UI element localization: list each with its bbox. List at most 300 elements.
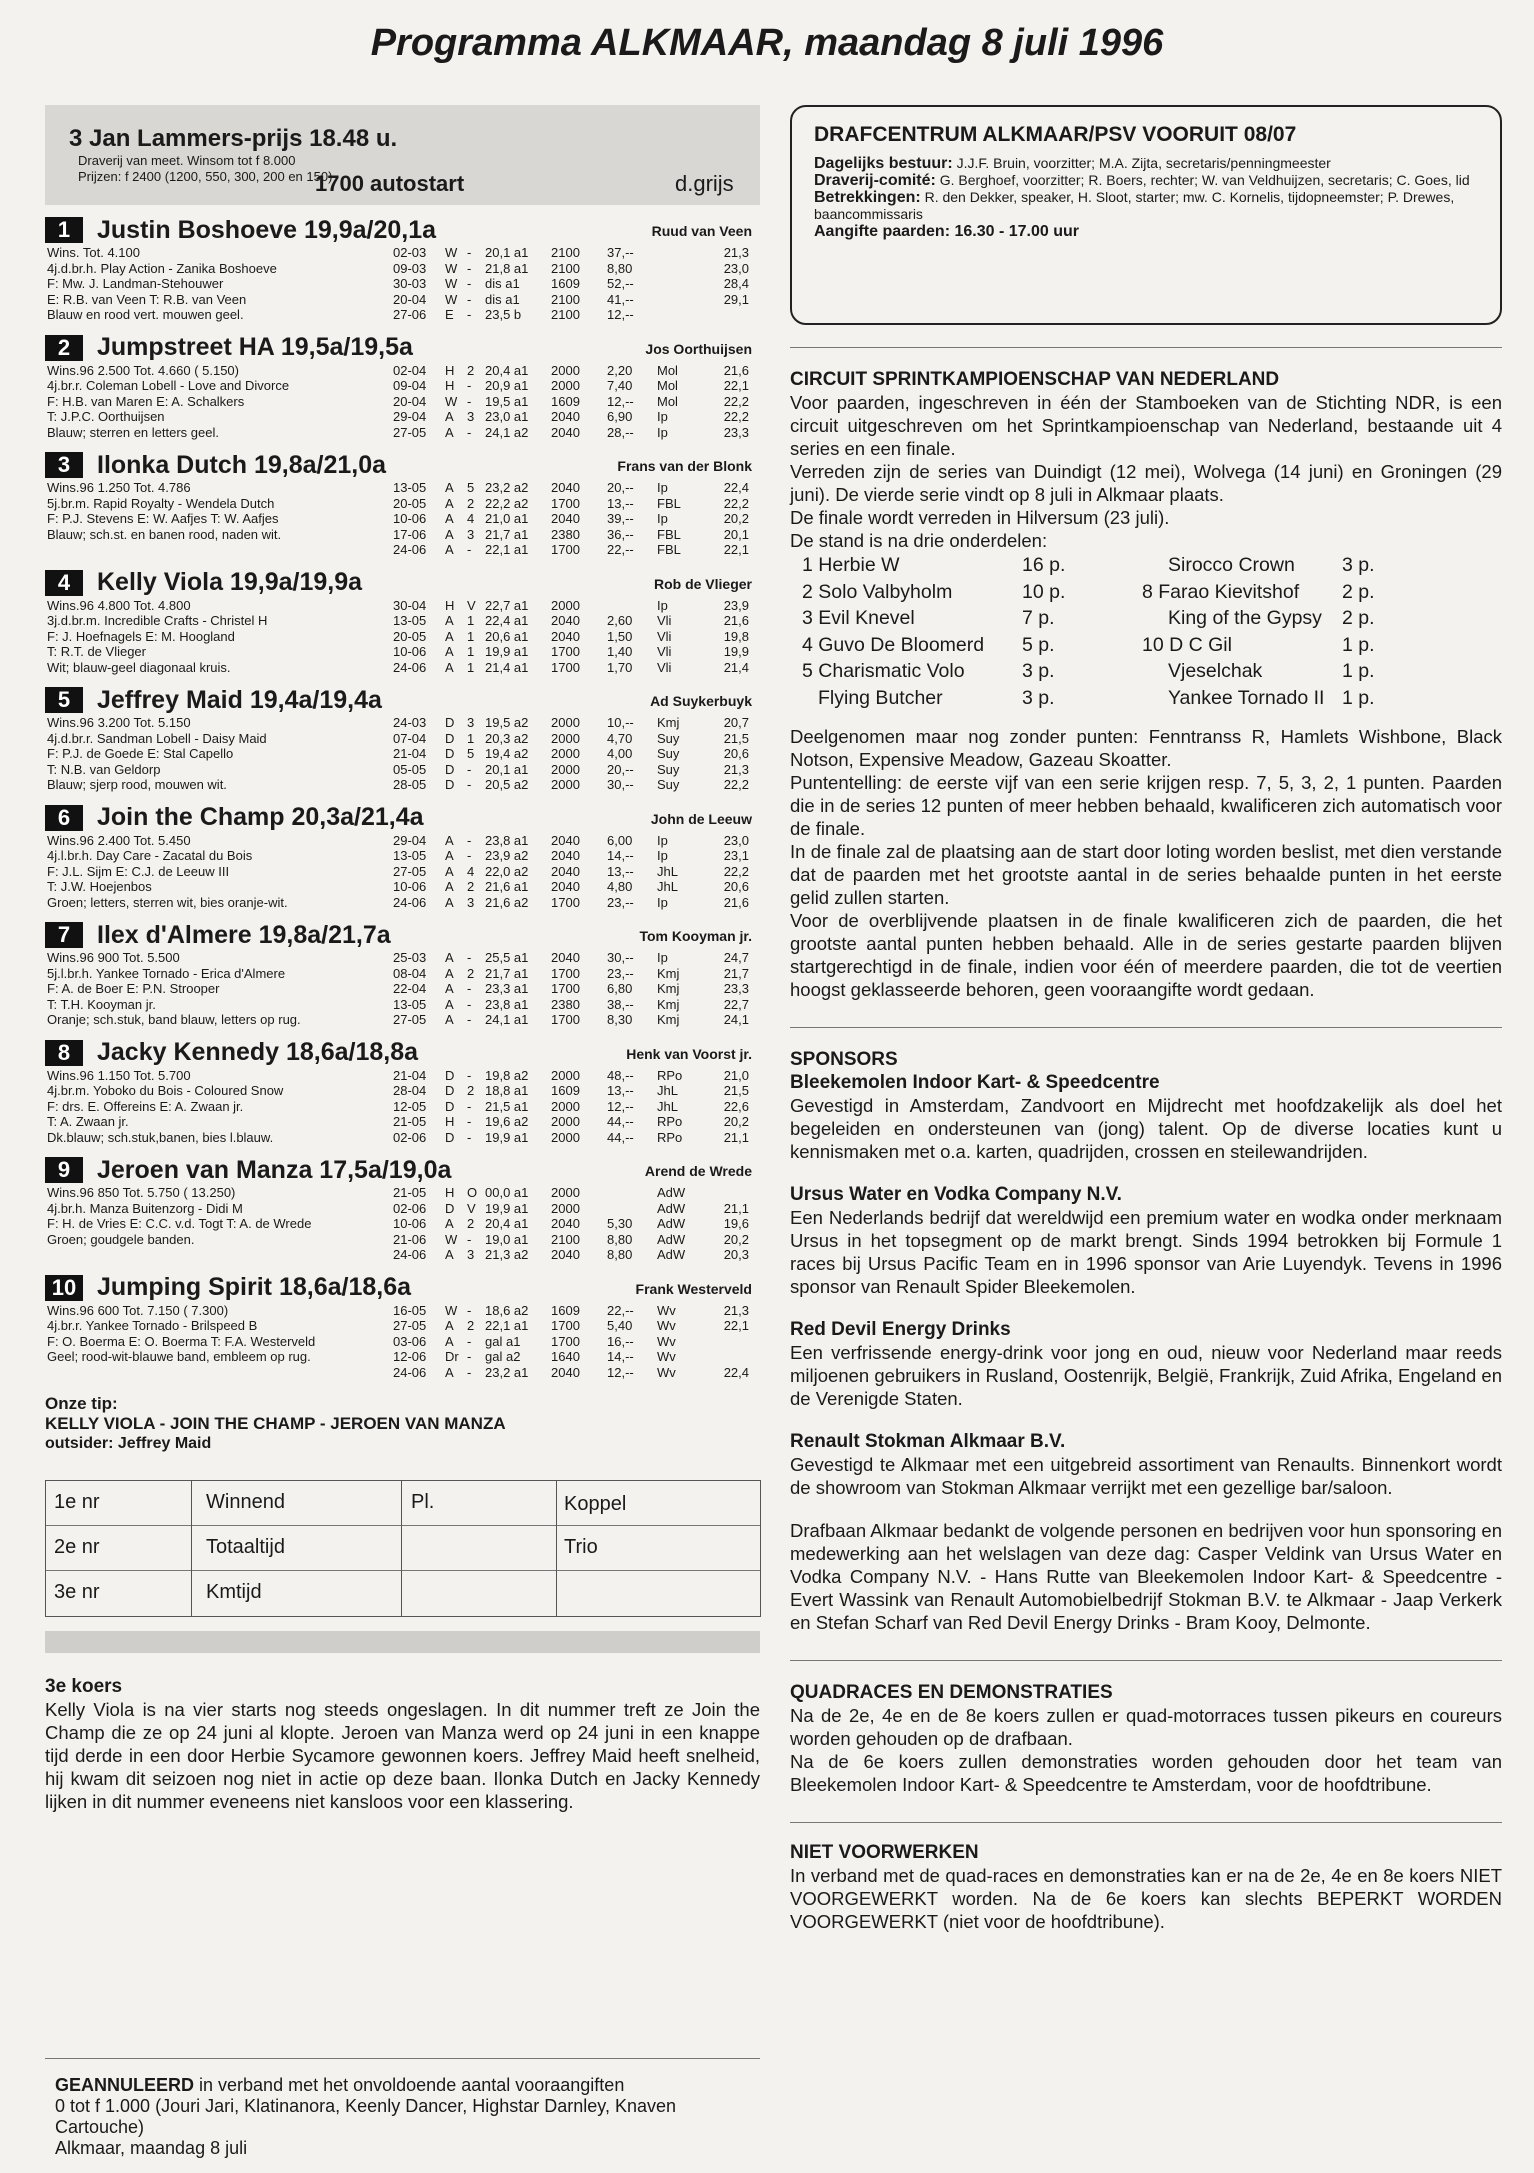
- standings-table: [802, 552, 1502, 711]
- result-2e-nr: 2e nr: [54, 1536, 100, 1558]
- horse-info-line: T: J.P.C. Oorthuijsen: [47, 409, 165, 424]
- run-cell: 21,8 a1: [485, 260, 529, 276]
- run-cell: 14,--: [607, 1349, 634, 1364]
- horse-info-line: Wins.96 900 Tot. 5.500: [47, 950, 180, 965]
- run-cell: 19,6 a2: [485, 1114, 529, 1129]
- run-cell: 6,90: [607, 409, 633, 424]
- circuit-p6: Puntentelling: de eerste vijf van een serie krijgen resp. 7, 5, 3, 2, 1 punten. Paarden die in de series 12 punten of meer hebben behaald, kwalificeren zich automatisch voor de finale.: [790, 772, 1502, 839]
- run-cell: 44,--: [607, 1114, 634, 1129]
- run-cell: 19,9: [723, 644, 749, 659]
- run-row: [393, 660, 749, 676]
- run-cell: 19,8 a2: [485, 1067, 529, 1083]
- run-cell: 41,--: [607, 291, 634, 307]
- run-cell: -: [467, 1231, 472, 1247]
- horse-number: 5: [45, 687, 83, 713]
- sponsors-heading: SPONSORS: [790, 1049, 898, 1070]
- run-cell: 21,6 a1: [485, 879, 529, 894]
- run-cell: 05-05: [393, 761, 427, 777]
- horse-number: 4: [45, 570, 83, 596]
- run-row: [393, 777, 749, 793]
- horse-info-line: Wins.96 3.200 Tot. 5.150: [47, 715, 191, 730]
- run-cell: 27-05: [393, 1318, 427, 1333]
- sponsor-2-text: Een Nederlands bedrijf dat wereldwijd een premium water en wodka onder merknaam Ursus in het topsegment op de markt brengt. Sinds 1994 betrokken bij Formule 1 races bij Ursus Pacific Team en in 1996 sponsor van Arie Luyendyk. Tevens in 1996 sponsor van Renault Spider Bleekemolen.: [790, 1207, 1502, 1297]
- horse-entry: [45, 685, 760, 793]
- run-row: [393, 1365, 749, 1381]
- horse-info-line: Wins. Tot. 4.100: [47, 245, 140, 260]
- result-table: [45, 1480, 761, 1617]
- horse-entry: [45, 1273, 760, 1381]
- standing-cell: 10 D C Gil: [1142, 633, 1232, 656]
- run-cell: A: [445, 1318, 454, 1333]
- board-aangifte: Aangifte paarden: 16.30 - 17.00 uur: [814, 223, 1079, 240]
- horse-info-line: F: drs. E. Offereins E: A. Zwaan jr.: [47, 1098, 244, 1114]
- run-cell: 10-06: [393, 644, 427, 659]
- cancel-bold: GEANNULEERD: [55, 2075, 195, 2095]
- run-cell: 20,6 a1: [485, 628, 529, 644]
- run-row: [393, 363, 749, 379]
- run-cell: 13,--: [607, 1083, 634, 1098]
- run-cell: H: [445, 1185, 455, 1200]
- horse-name: Join the Champ 20,3a/21,4a: [97, 803, 424, 831]
- run-cell: 12,--: [607, 1098, 634, 1114]
- run-cell: 19,5 a2: [485, 715, 529, 730]
- standing-cell: 3 p.: [1022, 660, 1055, 682]
- run-cell: 24-06: [393, 1364, 427, 1380]
- race-commentary: [45, 1675, 760, 1813]
- horse-name: Ilonka Dutch 19,8a/21,0a: [97, 450, 387, 479]
- board-l2-label: Draverij-comité:: [814, 172, 936, 189]
- run-cell: 20,5 a2: [485, 777, 529, 792]
- run-cell: 8,80: [607, 1231, 633, 1247]
- horse-entry: [45, 1038, 760, 1146]
- run-cell: A: [445, 644, 454, 659]
- run-row: [393, 425, 749, 441]
- run-cell: E: [445, 307, 454, 322]
- run-cell: 2040: [551, 628, 580, 644]
- horse-info-line: 4j.l.br.h. Day Care - Zacatal du Bois: [47, 848, 253, 863]
- horse-info-line: T: R.T. de Vlieger: [47, 644, 146, 659]
- horse-info-line: 4j.br.r. Yankee Tornado - Brilspeed B: [47, 1318, 258, 1333]
- run-row: [393, 1303, 749, 1319]
- horse-number: 10: [45, 1275, 83, 1301]
- run-cell: Suy: [657, 761, 680, 777]
- horse-name: Jacky Kennedy 18,6a/18,8a: [97, 1038, 419, 1066]
- run-row: [393, 496, 749, 512]
- run-cell: 22,0 a2: [485, 863, 529, 879]
- run-cell: 1700: [551, 981, 580, 996]
- standing-cell: 1 Herbie W: [802, 554, 900, 576]
- run-cell: Wv: [657, 1302, 676, 1318]
- horse-info-line: Wins.96 2.500 Tot. 4.660 ( 5.150): [47, 362, 239, 378]
- run-cell: 13-05: [393, 848, 427, 863]
- run-cell: 5: [467, 746, 475, 761]
- run-cell: 21,0: [723, 1067, 749, 1083]
- sponsors-section: [790, 1048, 1502, 1634]
- run-cell: 2040: [551, 480, 580, 495]
- run-cell: A: [445, 659, 454, 675]
- run-cell: Ip: [657, 597, 668, 613]
- run-row: [393, 613, 749, 629]
- run-cell: dis a1: [485, 291, 520, 307]
- run-cell: 2100: [551, 245, 580, 260]
- run-cell: Ip: [657, 848, 668, 863]
- sponsor-4-text: Gevestigd te Alkmaar met een uitgebreid assortiment van Renaults. Binnenkort wordt de showroom van Stokman Alkmaar verrijkt met een gezellige bar/saloon.: [790, 1454, 1502, 1498]
- run-cell: 1700: [551, 1318, 580, 1333]
- run-cell: 22,--: [607, 542, 634, 557]
- horse-info-line: Wins.96 1.250 Tot. 4.786: [47, 480, 191, 495]
- run-cell: 21,7 a1: [485, 965, 529, 981]
- sponsor-thanks: Drafbaan Alkmaar bedankt de volgende personen en bedrijven voor hun sponsoring en medewerking aan het welslagen van deze dag: Casper Veldink van Ursus Water en Vodka Company N.V. - Hans Rutte van Bleekemolen Indoor Kart- & Speedcentre - Evert Wassink van Renault Automobielbedrijf Stokman B.V. te Alkmaar - Jaap Verkerk en Stefan Scharf van Red Devil Energy Drinks - Bram Kooy, Delmonte.: [790, 1520, 1502, 1633]
- run-cell: V: [467, 597, 476, 613]
- run-cell: A: [445, 981, 454, 996]
- run-cell: 2000: [551, 761, 580, 777]
- run-row: [393, 848, 749, 864]
- run-cell: 3: [467, 409, 475, 424]
- standing-cell: 2 p.: [1342, 580, 1375, 603]
- run-cell: A: [445, 950, 454, 965]
- run-cell: Dr: [445, 1349, 459, 1364]
- horse-info-line: Wit; blauw-geel diagonaal kruis.: [47, 659, 231, 675]
- run-cell: 6,00: [607, 832, 633, 848]
- run-cell: Wv: [657, 1364, 676, 1380]
- run-cell: 21-04: [393, 1067, 427, 1083]
- run-cell: 2380: [551, 996, 580, 1012]
- horse-info-line: Geel; rood-wit-blauwe band, embleem op rug.: [47, 1349, 311, 1364]
- sponsor-3-name: Red Devil Energy Drinks: [790, 1319, 1011, 1340]
- run-cell: 2000: [551, 1129, 580, 1145]
- run-cell: 20,--: [607, 761, 634, 777]
- horse-info-line: F: P.J. de Goede E: Stal Capello: [47, 746, 234, 761]
- run-cell: 27-05: [393, 424, 427, 440]
- run-row: [393, 997, 749, 1013]
- run-cell: Kmj: [657, 715, 680, 730]
- run-cell: 19,5 a1: [485, 393, 529, 409]
- run-row: [393, 1130, 749, 1146]
- race-prizes: Prijzen: f 2400 (1200, 550, 300, 200 en 150): [78, 169, 333, 184]
- standing-cell: 16 p.: [1022, 554, 1066, 576]
- run-cell: 1700: [551, 894, 580, 910]
- race-conditions: Draverij van meet. Winsom tot f 8.000: [78, 153, 296, 168]
- run-cell: 25-03: [393, 950, 427, 965]
- run-cell: 22,1 a1: [485, 542, 529, 557]
- run-cell: 2040: [551, 1364, 580, 1380]
- horse-driver: Tom Kooyman jr.: [639, 928, 752, 944]
- run-cell: -: [467, 260, 472, 276]
- run-cell: -: [467, 1098, 472, 1114]
- gray-band: [45, 1631, 760, 1653]
- run-cell: 19,9 a1: [485, 644, 529, 659]
- run-cell: A: [445, 965, 454, 981]
- standing-cell: 3 Evil Knevel: [802, 607, 915, 629]
- run-cell: 2000: [551, 1200, 580, 1216]
- horse-number: 7: [45, 922, 83, 948]
- run-cell: 39,--: [607, 511, 634, 526]
- run-row: [393, 511, 749, 527]
- circuit-heading: CIRCUIT SPRINTKAMPIOENSCHAP VAN NEDERLAND: [790, 369, 1280, 390]
- horse-number: 9: [45, 1157, 83, 1183]
- run-row: [393, 629, 749, 645]
- run-cell: 1640: [551, 1349, 580, 1364]
- run-cell: Ip: [657, 480, 668, 495]
- run-cell: 22,4: [723, 1364, 749, 1380]
- run-cell: -: [467, 424, 472, 440]
- run-cell: Vli: [657, 628, 672, 644]
- standing-cell: Sirocco Crown: [1168, 554, 1295, 576]
- run-cell: 2000: [551, 730, 580, 746]
- run-cell: dis a1: [485, 276, 520, 291]
- run-cell: 1609: [551, 393, 580, 409]
- horse-info-line: Blauw; sterren en letters geel.: [47, 424, 219, 440]
- run-cell: -: [467, 378, 472, 393]
- run-cell: 18,6 a2: [485, 1302, 529, 1318]
- run-cell: 2000: [551, 777, 580, 792]
- standing-cell: 1 p.: [1342, 686, 1375, 709]
- horse-info-line: F: Mw. J. Landman-Stehouwer: [47, 276, 224, 291]
- run-cell: -: [467, 291, 472, 307]
- run-cell: 8,80: [607, 1247, 633, 1262]
- run-cell: 16,--: [607, 1333, 634, 1349]
- niet-heading: NIET VOORWERKEN: [790, 1842, 979, 1863]
- horse-info-line: Wins.96 850 Tot. 5.750 ( 13.250): [47, 1185, 236, 1200]
- board-l1-label: Dagelijks bestuur:: [814, 155, 953, 172]
- horse-info-line: 4j.br.h. Manza Buitenzorg - Didi M: [47, 1200, 243, 1216]
- run-cell: A: [445, 424, 454, 440]
- run-cell: 2040: [551, 832, 580, 848]
- horse-driver: Frans van der Blonk: [617, 458, 752, 474]
- run-row: [393, 833, 749, 849]
- run-cell: 22,2: [723, 393, 749, 409]
- run-cell: 2,60: [607, 613, 633, 628]
- run-cell: RPo: [657, 1114, 683, 1129]
- run-cell: D: [445, 1067, 455, 1083]
- run-cell: A: [445, 628, 454, 644]
- run-cell: 4: [467, 511, 475, 526]
- divider: [790, 1027, 1502, 1028]
- horse-info-line: 4j.d.br.h. Play Action - Zanika Boshoeve: [47, 260, 277, 276]
- result-3e-nr: 3e nr: [54, 1581, 100, 1603]
- run-cell: 20,6: [723, 746, 749, 761]
- run-cell: 13-05: [393, 480, 427, 495]
- horse-entry: [45, 450, 760, 558]
- run-cell: Mol: [657, 362, 678, 378]
- run-cell: 02-03: [393, 245, 427, 260]
- standing-cell: 3 p.: [1022, 686, 1055, 709]
- run-cell: 20,3 a2: [485, 730, 529, 746]
- run-cell: 13,--: [607, 495, 634, 511]
- run-cell: 27-06: [393, 307, 427, 322]
- run-cell: 8,80: [607, 260, 633, 276]
- run-cell: A: [445, 613, 454, 628]
- run-cell: 20,1 a1: [485, 245, 529, 260]
- horse-info-line: 4j.br.m. Yoboko du Bois - Coloured Snow: [47, 1083, 284, 1098]
- run-cell: A: [445, 863, 454, 879]
- run-cell: 21,3 a2: [485, 1247, 529, 1262]
- run-cell: 20,2: [723, 1231, 749, 1247]
- run-cell: -: [467, 1114, 472, 1129]
- run-cell: 1700: [551, 644, 580, 659]
- horse-entry: [45, 215, 760, 323]
- horse-number: 8: [45, 1040, 83, 1066]
- run-cell: 4,70: [607, 730, 633, 746]
- run-cell: JhL: [657, 863, 678, 879]
- run-cell: 2000: [551, 746, 580, 761]
- run-cell: 09-04: [393, 378, 427, 393]
- run-cell: W: [445, 393, 458, 409]
- standing-cell: King of the Gypsy: [1168, 607, 1322, 629]
- run-cell: 30-03: [393, 276, 427, 291]
- run-cell: 19,8: [723, 628, 749, 644]
- run-row: [393, 895, 749, 911]
- run-cell: -: [467, 1129, 472, 1145]
- run-cell: FBL: [657, 542, 681, 557]
- horse-info-line: 4j.d.br.r. Sandman Lobell - Daisy Maid: [47, 730, 267, 746]
- run-cell: 21,4 a1: [485, 659, 529, 675]
- horse-header: [45, 568, 760, 598]
- sponsor-2-name: Ursus Water en Vodka Company N.V.: [790, 1184, 1122, 1205]
- run-cell: 19,6: [723, 1216, 749, 1231]
- run-cell: D: [445, 1200, 455, 1216]
- run-cell: 1700: [551, 495, 580, 511]
- run-row: [393, 762, 749, 778]
- run-row: [393, 950, 749, 966]
- board-box: [790, 105, 1502, 325]
- circuit-p2: Verreden zijn de series van Duindigt (12 mei), Wolvega (14 juni) en Groningen (29 juni). De vierde serie vindt op 8 juli in Alkmaar plaats.: [790, 461, 1502, 505]
- run-cell: D: [445, 777, 455, 792]
- run-cell: 24-06: [393, 542, 427, 557]
- run-cell: 12,--: [607, 307, 634, 322]
- run-cell: Wv: [657, 1333, 676, 1349]
- run-cell: 1: [467, 730, 475, 746]
- run-cell: 21,3: [723, 1302, 749, 1318]
- run-cell: 16-05: [393, 1302, 427, 1318]
- run-cell: 23,0 a1: [485, 409, 529, 424]
- run-row: [393, 731, 749, 747]
- run-cell: 20,1: [723, 526, 749, 542]
- run-cell: W: [445, 1302, 458, 1318]
- run-row: [393, 1318, 749, 1334]
- result-pl: Pl.: [411, 1491, 435, 1513]
- run-cell: Suy: [657, 746, 680, 761]
- run-row: [393, 1099, 749, 1115]
- run-cell: 20,9 a1: [485, 378, 529, 393]
- run-row: [393, 276, 749, 292]
- run-cell: 20-04: [393, 393, 427, 409]
- run-cell: 21,3: [723, 245, 749, 260]
- run-cell: -: [467, 1302, 472, 1318]
- run-cell: A: [445, 879, 454, 894]
- run-cell: 2040: [551, 950, 580, 965]
- run-cell: JhL: [657, 1083, 678, 1098]
- run-cell: 21,5: [723, 1083, 749, 1098]
- run-row: [393, 1349, 749, 1365]
- divider: [45, 2058, 760, 2059]
- run-cell: 2000: [551, 378, 580, 393]
- run-cell: -: [467, 276, 472, 291]
- cancel-reason: in verband met het onvoldoende aantal vooraangiften: [194, 2075, 625, 2095]
- run-cell: FBL: [657, 495, 681, 511]
- run-cell: 3: [467, 715, 475, 730]
- run-cell: -: [467, 245, 472, 260]
- run-cell: 2000: [551, 1098, 580, 1114]
- run-cell: D: [445, 746, 455, 761]
- run-cell: 23,9 a2: [485, 848, 529, 863]
- run-cell: 2: [467, 965, 475, 981]
- run-cell: gal a2: [485, 1349, 521, 1364]
- run-row: [393, 864, 749, 880]
- run-cell: Ip: [657, 950, 668, 965]
- run-cell: 2: [467, 1083, 475, 1098]
- run-cell: A: [445, 542, 454, 557]
- run-row: [393, 480, 749, 496]
- run-cell: gal a1: [485, 1333, 521, 1349]
- run-cell: 24-03: [393, 715, 427, 730]
- run-cell: 19,4 a2: [485, 746, 529, 761]
- run-cell: -: [467, 950, 472, 965]
- run-cell: -: [467, 542, 472, 557]
- run-cell: 1: [467, 659, 475, 675]
- run-cell: 1: [467, 613, 475, 628]
- cancel-date: Alkmaar, maandag 8 juli: [55, 2138, 248, 2158]
- result-totaaltijd: Totaaltijd: [206, 1536, 285, 1558]
- run-cell: 18,8 a1: [485, 1083, 529, 1098]
- run-row: [393, 394, 749, 410]
- horse-info-line: F: J.L. Sijm E: C.J. de Leeuw III: [47, 863, 230, 879]
- result-trio: Trio: [564, 1536, 598, 1558]
- run-cell: 07-04: [393, 730, 427, 746]
- run-cell: D: [445, 761, 455, 777]
- circuit-section: [790, 368, 1502, 1001]
- run-cell: 24,1 a1: [485, 1012, 529, 1027]
- race-track-color: d.grijs: [675, 171, 734, 196]
- standing-cell: 1 p.: [1342, 633, 1375, 656]
- run-cell: 1: [467, 628, 475, 644]
- run-row: [393, 261, 749, 277]
- run-cell: 19,0 a1: [485, 1231, 529, 1247]
- run-cell: W: [445, 276, 458, 291]
- run-cell: 2040: [551, 848, 580, 863]
- run-cell: 2100: [551, 260, 580, 276]
- run-cell: 2: [467, 362, 475, 378]
- run-cell: 30-04: [393, 597, 427, 613]
- run-cell: 22,6: [723, 1098, 749, 1114]
- run-cell: 14,--: [607, 848, 634, 863]
- standing-cell: 4 Guvo De Bloomerd: [802, 633, 985, 656]
- run-cell: A: [445, 996, 454, 1012]
- run-cell: W: [445, 1231, 458, 1247]
- run-cell: 21,4: [723, 659, 749, 675]
- horse-info-line: Dk.blauw; sch.stuk,banen, bies l.blauw.: [47, 1129, 274, 1145]
- run-cell: 2,20: [607, 362, 633, 378]
- horse-number: 3: [45, 452, 83, 478]
- run-cell: 24-06: [393, 659, 427, 675]
- result-koppel: Koppel: [564, 1493, 627, 1515]
- horse-entry: [45, 568, 760, 676]
- standing-cell: 5 Charismatic Volo: [802, 660, 965, 682]
- run-cell: D: [445, 1098, 455, 1114]
- horse-info-line: F: H.B. van Maren E: A. Schalkers: [47, 393, 245, 409]
- run-cell: 21,7: [723, 965, 749, 981]
- run-row: [393, 292, 749, 308]
- tip-label: Onze tip:: [45, 1394, 118, 1413]
- run-cell: 19,9 a1: [485, 1200, 529, 1216]
- cancel-notice: [55, 2075, 760, 2159]
- horse-info-line: 4j.br.r. Coleman Lobell - Love and Divorce: [47, 378, 290, 393]
- horse-info-line: 5j.l.br.h. Yankee Tornado - Erica d'Almere: [47, 965, 286, 981]
- horse-info-line: F: J. Hoefnagels E: M. Hoogland: [47, 628, 235, 644]
- run-cell: 21,1: [723, 1129, 749, 1145]
- run-cell: 20,--: [607, 480, 634, 495]
- run-cell: A: [445, 409, 454, 424]
